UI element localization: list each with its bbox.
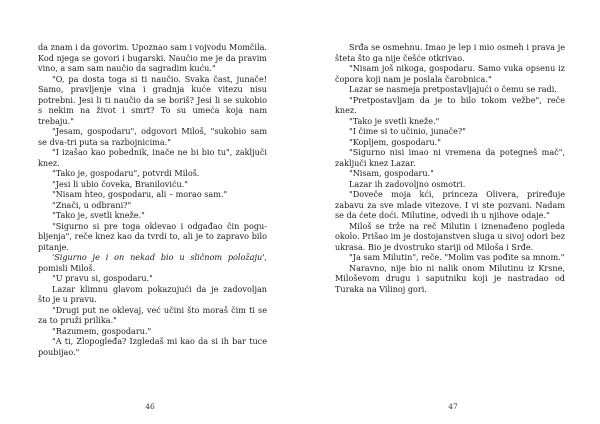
paragraph: "Tako je, svetli kneže."	[52, 210, 145, 220]
paragraph: Miloš se trže na reč Milutin i iznenađeno pogleda okolo. Prišao im je dostojanstven sluga u sivoj odori bez ukrasa. Bio je dvostruko stariji od Miloša i Srđe.	[335, 220, 565, 252]
paragraph: "Tako je, gospodaru", potvrdi Miloš.	[52, 168, 200, 178]
paragraph: Lazar klimnu glavom pokazujući da je zadovoljan što je u pravu.	[38, 283, 267, 304]
paragraph: "I čime si to učinio, junače?"	[349, 126, 466, 136]
paragraph: "Pretpostavljam da je to bilo tokom vežbe", reče knez.	[335, 94, 565, 115]
right-page	[300, 0, 600, 424]
paragraph-italic-thought	[38, 252, 267, 273]
paragraph: Lazar ih zadovoljno osmotri.	[349, 178, 466, 189]
paragraph: "Sigurno si pre toga oklevao i odgađao čin pogu-bljenja", reče knez kao da tvrdi to, ali je to zapravo bilo pitanje.	[38, 220, 267, 252]
italic-thought: 'Sigurno je i on nekad bio u sličnom položaju',	[52, 252, 267, 262]
paragraph: "Nisam, gospodaru."	[349, 168, 434, 178]
paragraph: "Nisam još nikoga, gospodaru. Samo vuka opsenu iz čopora koji nam je poslala čarobnica."	[335, 63, 565, 84]
paragraph: "Tako je svetli kneže."	[349, 115, 440, 126]
paragraph: "Jesi li ubio čoveka, Braniloviću."	[52, 178, 189, 189]
paragraph: "Znači, u odbrani?"	[52, 199, 132, 210]
paragraph: "Kopljem, gospodaru."	[349, 136, 441, 147]
paragraph: "U pravu si, gospodaru."	[52, 273, 153, 283]
paragraph: "A ti, Zlopogleđa? Izgledaš mi kao da si ih bar tuce poubijao."	[38, 336, 267, 357]
paragraph: "Sigurno nisi imao ni vremena da potegneš mač", zaključi knez Lazar.	[335, 147, 565, 168]
left-page-text	[38, 42, 267, 357]
paragraph: Lazar se nasmeja pretpostavljajući o čemu se radi.	[349, 84, 557, 94]
right-page-text	[335, 42, 565, 294]
paragraph: "Doveče moja kći, princeza Olivera, priređuje zabavu za sve mlade vitezove. I vi ste pozvani. Nadam se da ćete doći. Milutine, odvedi ih u njihove odaje."	[335, 189, 565, 220]
page-number: 47	[448, 402, 458, 411]
paragraph: "Nisam hteo, gospodaru, ali – morao sam."	[52, 189, 228, 199]
page-number: 46	[145, 402, 155, 411]
paragraph: "Drugi put ne oklevaj, već učini što moraš čim ti se za to pruži prilika."	[38, 304, 267, 325]
thought-attribution: pomisli Miloš.	[38, 262, 96, 273]
paragraph: da znam i da govorim. Upoznao sam i vojvodu Momčila. Kod njega se govori i bugarski. Naučio me je da pravim vino, a sam sam naučio da sagradim kuću."	[38, 42, 267, 73]
paragraph: "O, pa dosta toga si ti naučio. Svaka čast, junače! Samo, pravljenje vina i gradnja kuće vitezu nisu potrebni. Jesi li ti naučio da se boriš? Jesi li se sukobio s nekim na život i smrt? To su umeća koja nam trebaju."	[38, 73, 267, 126]
paragraph: Naravno, nije bio ni nalik onom Milutinu iz Krsne, Miloševom drugu i saputniku koji je nastradao od Turaka na Vilinoj gori.	[335, 262, 565, 294]
paragraph: "Jesam, gospodaru", odgovori Miloš, "sukobio sam se dva-tri puta sa razbojnicima."	[38, 126, 267, 147]
paragraph: "Ja sam Milutin", reče. "Molim vas pođite sa mnom."	[349, 252, 565, 262]
paragraph: Srđa se osmehnu. Imao je lep i mio osmeh i prava je šteta što ga nije češće otkrivao.	[335, 42, 565, 63]
paragraph: "Razumem, gospodaru."	[52, 325, 152, 336]
paragraph: "I izašao kao pobednik, inače ne bi bio tu", zaključi knez.	[38, 147, 267, 168]
